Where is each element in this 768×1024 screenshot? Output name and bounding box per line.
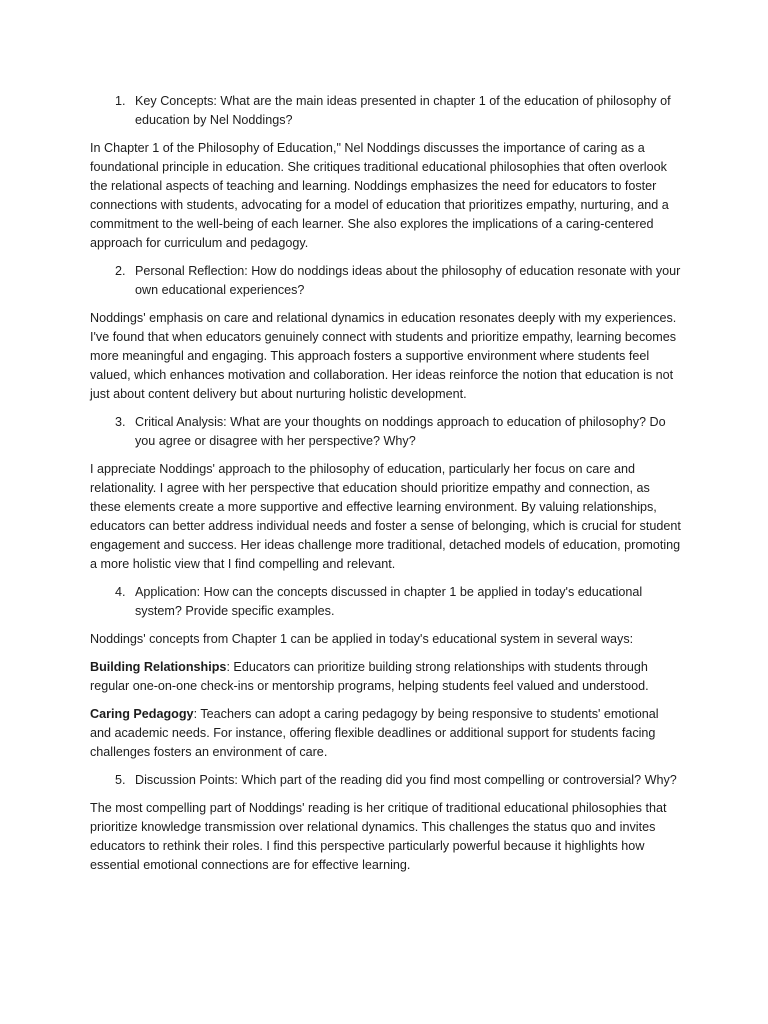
question-1 — [90, 92, 682, 130]
question-text: Application: How can the concepts discussed in chapter 1 be applied in today's educational system? Provide specific examples. — [135, 585, 643, 618]
answer-3: I appreciate Noddings' approach to the philosophy of education, particularly her focus on care and relationality. I agree with her perspective that education should prioritize empathy and connection, as these elements create a more supportive and effective learning environment. By valuing relationships, educators can better address individual needs and foster a sense of belonging, which is crucial for student engagement and success. Her ideas challenge more traditional, detached models of education, promoting a more holistic view that I find compelling and relevant. — [90, 462, 681, 571]
answer-4-item-building-relationships — [90, 658, 682, 696]
item-term: Caring Pedagogy — [90, 707, 194, 721]
question-2 — [90, 262, 682, 300]
question-number: 5. — [115, 773, 126, 787]
question-text: Critical Analysis: What are your thoughts on noddings approach to education of philosophy? Do you agree or disagree with her perspective? Why? — [135, 415, 666, 448]
item-term: Building Relationships — [90, 660, 227, 674]
item-text: : Teachers can adopt a caring pedagogy by being responsive to students' emotional and academic needs. For instance, offering flexible deadlines or additional support for students facing challenges fosters an environment of care. — [90, 707, 659, 759]
question-number: 1. — [115, 94, 126, 108]
question-text: Key Concepts: What are the main ideas presented in chapter 1 of the education of philosophy of education by Nel Noddings? — [135, 94, 671, 127]
question-number: 3. — [115, 415, 126, 429]
question-4 — [90, 583, 682, 621]
answer-4-intro: Noddings' concepts from Chapter 1 can be applied in today's educational system in several ways: — [90, 632, 634, 646]
answer-5: The most compelling part of Noddings' reading is her critique of traditional educational philosophies that prioritize knowledge transmission over relational dynamics. This challenges the status quo and invites educators to rethink their roles. I find this perspective particularly powerful because it highlights how essential emotional connections are for effective learning. — [90, 801, 667, 872]
question-text: Discussion Points: Which part of the reading did you find most compelling or controversial? Why? — [135, 773, 677, 787]
item-text: : Educators can prioritize building strong relationships with students through regular one-on-one check-ins or mentorship programs, helping students feel valued and understood. — [90, 660, 649, 693]
question-number: 2. — [115, 264, 126, 278]
answer-4-item-caring-pedagogy — [90, 705, 682, 762]
question-number: 4. — [115, 585, 126, 599]
answer-1: In Chapter 1 of the Philosophy of Education," Nel Noddings discusses the importance of caring as a foundational principle in education. She critiques traditional educational philosophies that often overlook the relational aspects of teaching and learning. Noddings emphasizes the need for educators to foster connections with students, advocating for a model of education that prioritizes empathy, nurturing, and a commitment to the well-being of each learner. She also explores the implications of a caring-centered approach for curriculum and pedagogy. — [90, 141, 669, 250]
question-3 — [90, 413, 682, 451]
answer-2: Noddings' emphasis on care and relational dynamics in education resonates deeply with my experiences. I've found that when educators genuinely connect with students and prioritize empathy, learning becomes more meaningful and engaging. This approach fosters a supportive environment where students feel valued, which enhances motivation and collaboration. Her ideas reinforce the notion that education is not just about content delivery but about nurturing holistic development. — [90, 311, 677, 401]
question-text: Personal Reflection: How do noddings ideas about the philosophy of education resonate with your own educational experiences? — [135, 264, 681, 297]
question-5 — [90, 771, 682, 790]
